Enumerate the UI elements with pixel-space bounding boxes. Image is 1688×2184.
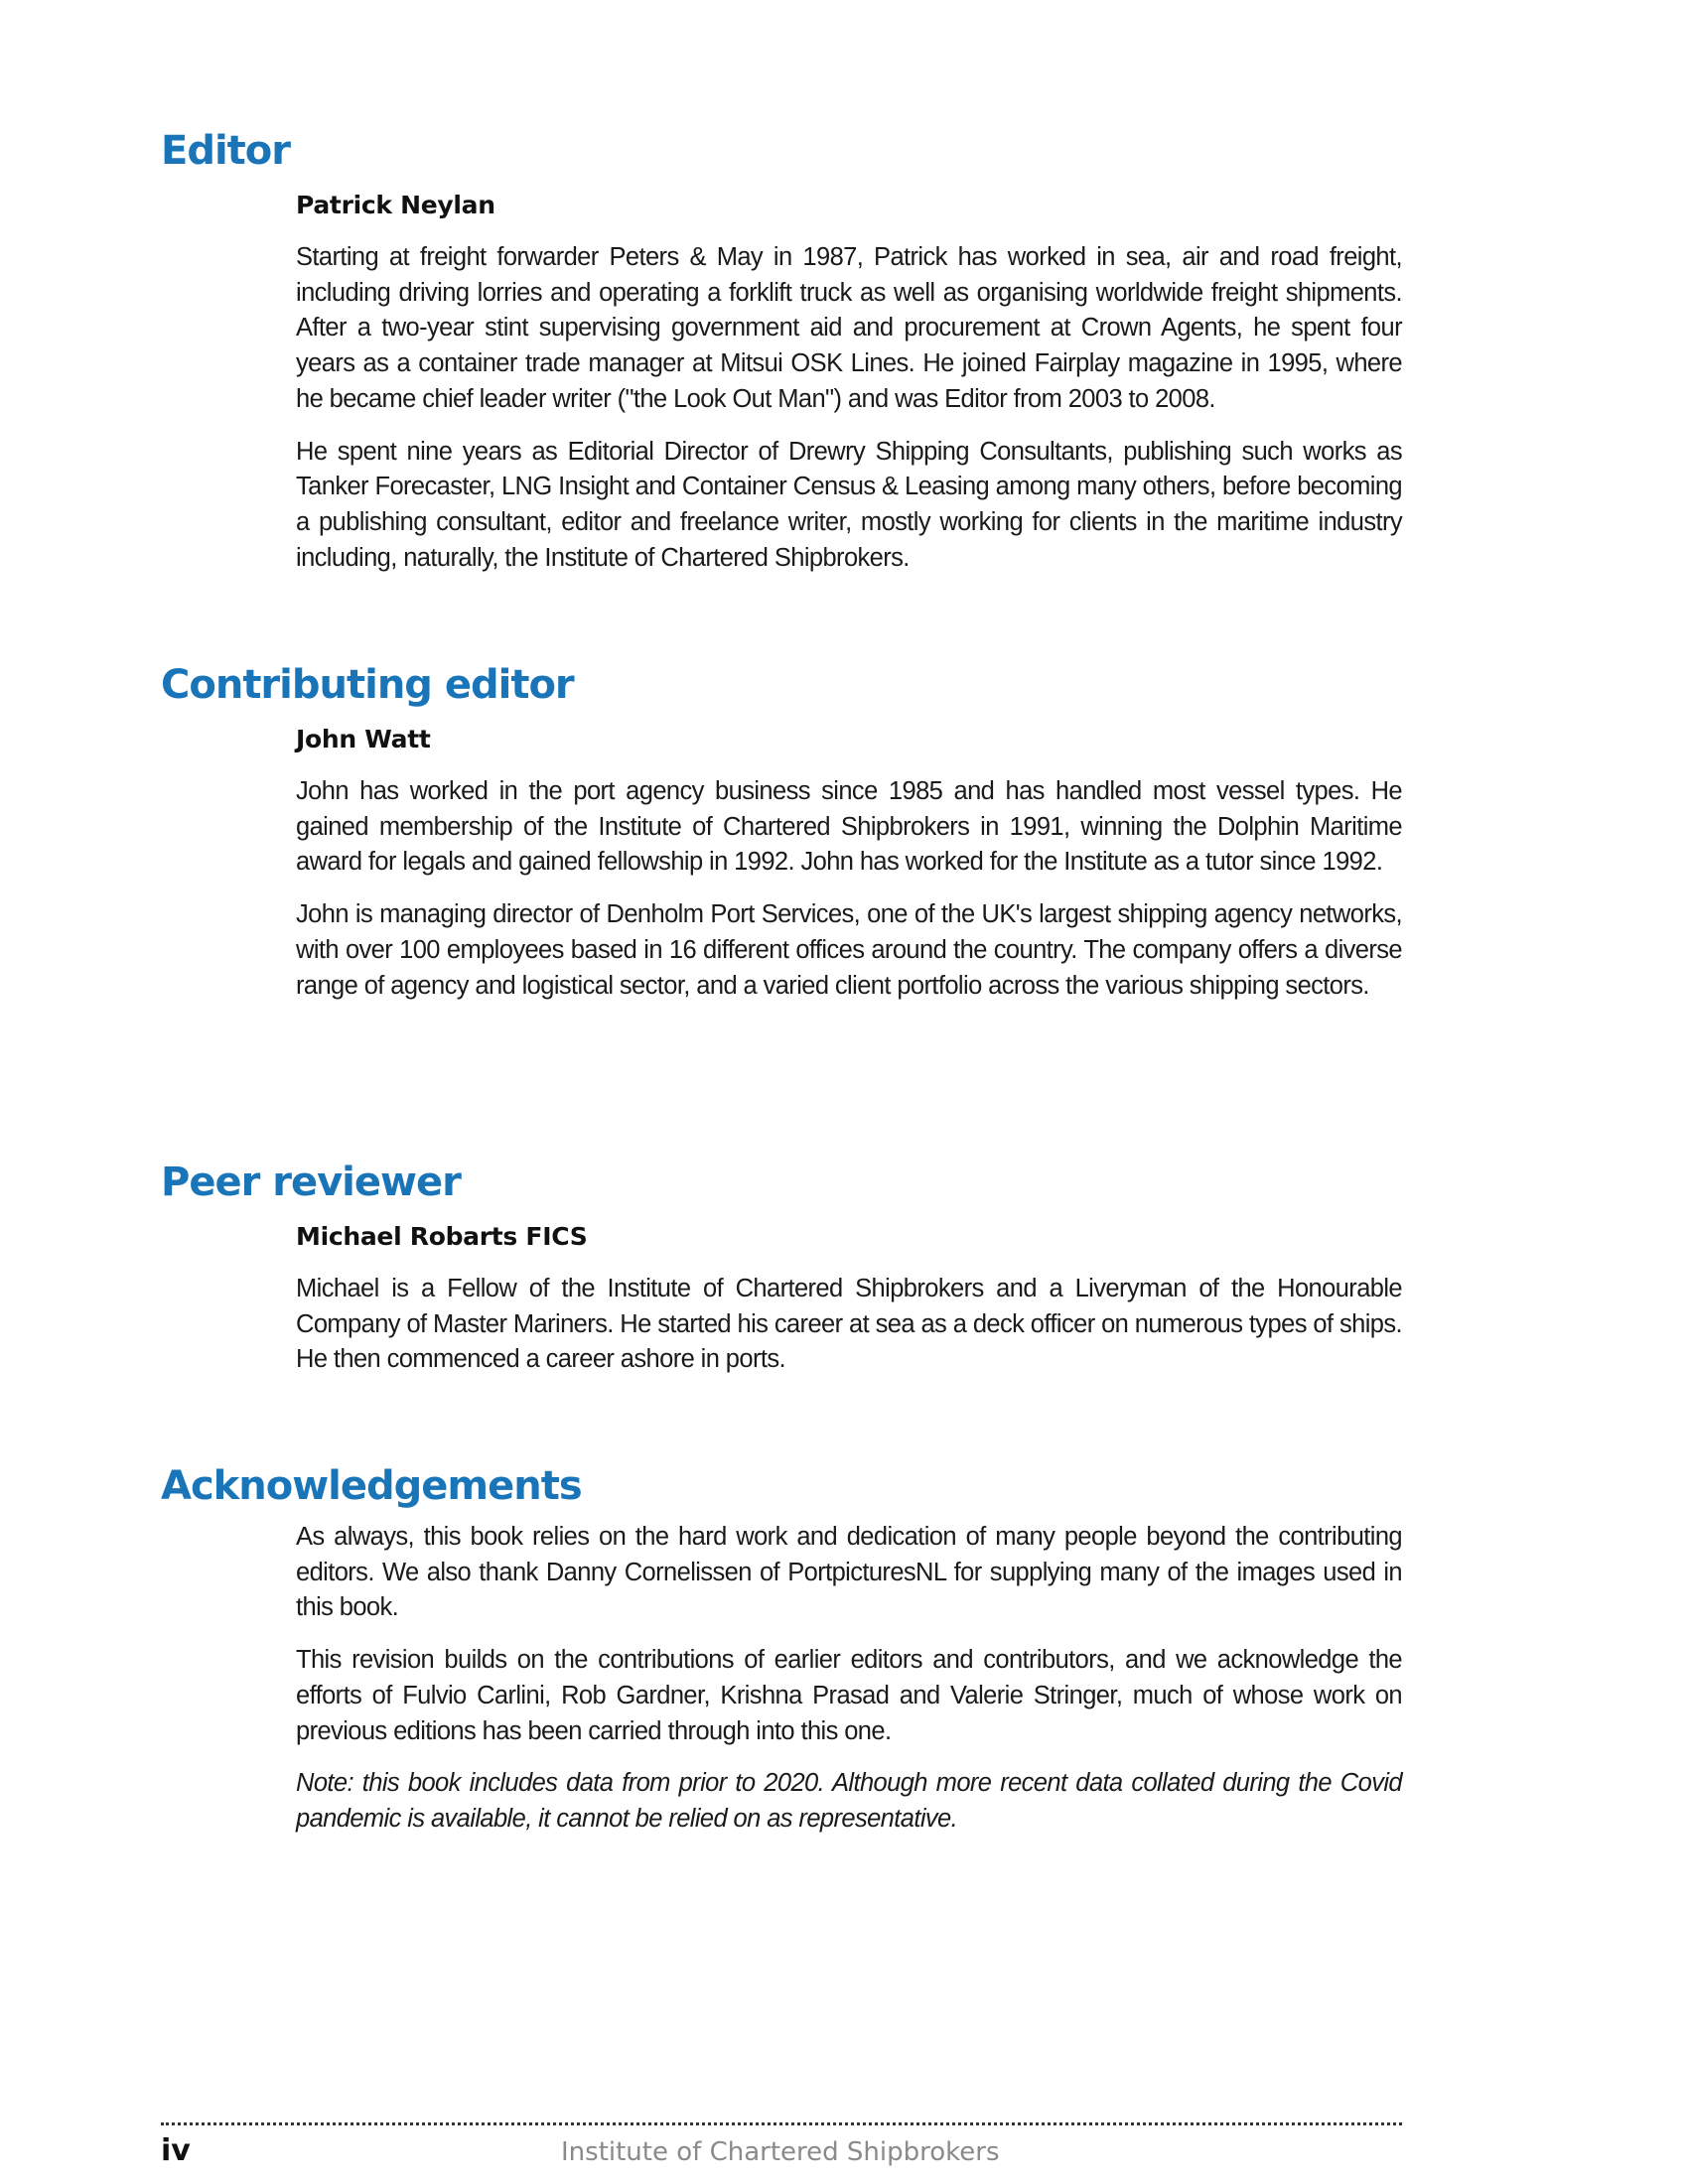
page-number: iv [161, 2133, 191, 2168]
paragraph: John is managing director of Denholm Port Services, one of the UK's largest shipping agency networks, with over 100 employees based in 16 different offices around the country. The company offers a diverse range of agency and logistical sector, and a varied client portfolio across the various shipping sectors. [296, 900, 1402, 1000]
section-body [296, 725, 1402, 1004]
person-name: Patrick Neylan [296, 191, 495, 219]
person-name: Michael Robarts FICS [296, 1222, 588, 1251]
acknowledgements-section [161, 1462, 1402, 1838]
peer-reviewer-section [161, 1159, 1402, 1378]
paragraph: As always, this book relies on the hard work and dedication of many people beyond the contributing editors. We also thank Danny Cornelissen of PortpicturesNL for supplying many of the images used in this book. [296, 1523, 1402, 1622]
editor-section [161, 127, 1402, 576]
footer-publication: Institute of Chartered Shipbrokers [561, 2137, 1000, 2167]
paragraph: Michael is a Fellow of the Institute of Chartered Shipbrokers and a Liveryman of the Honourable Company of Master Mariners. He started his career at sea as a deck officer on numerous types of ships. He then commenced a career ashore in ports. [296, 1275, 1402, 1374]
footer-divider [161, 2122, 1402, 2125]
section-body [296, 191, 1402, 576]
note-paragraph: Note: this book includes data from prior to 2020. Although more recent data collated during the Covid pandemic is available, it cannot be relied on as representative. [296, 1769, 1402, 1833]
contributing-editor-section [161, 661, 1402, 1004]
section-heading: Peer reviewer [161, 1160, 461, 1205]
person-name: John Watt [296, 725, 431, 753]
paragraph: This revision builds on the contributions of earlier editors and contributors, and we acknowledge the efforts of Fulvio Carlini, Rob Gardner, Krishna Prasad and Valerie Stringer, much of whose work on previous editions has been carried through into this one. [296, 1646, 1402, 1745]
paragraph: He spent nine years as Editorial Director of Drewry Shipping Consultants, publishing such works as Tanker Forecaster, LNG Insight and Container Census & Leasing among many others, before becoming a publishing consultant, editor and freelance writer, mostly working for clients in the maritime industry including, naturally, the Institute of Chartered Shipbrokers. [296, 437, 1402, 572]
paragraph: Starting at freight forwarder Peters & May in 1987, Patrick has worked in sea, air and road freight, including driving lorries and operating a forklift truck as well as organising worldwide freight shipments. After a two-year stint supervising government aid and procurement at Crown Agents, he spent four years as a container trade manager at Mitsui OSK Lines. He joined Fairplay magazine in 1995, where he became chief leader writer ("the Look Out Man") and was Editor from 2003 to 2008. [296, 243, 1402, 413]
paragraph: John has worked in the port agency business since 1985 and has handled most vessel types. He gained membership of the Institute of Chartered Shipbrokers in 1991, winning the Dolphin Maritime award for legals and gained fellowship in 1992. John has worked for the Institute as a tutor since 1992. [296, 777, 1402, 877]
section-body [296, 1222, 1402, 1378]
section-heading: Editor [161, 128, 290, 174]
section-heading: Acknowledgements [161, 1463, 582, 1509]
section-heading: Contributing editor [161, 662, 574, 708]
section-body [296, 1520, 1402, 1838]
